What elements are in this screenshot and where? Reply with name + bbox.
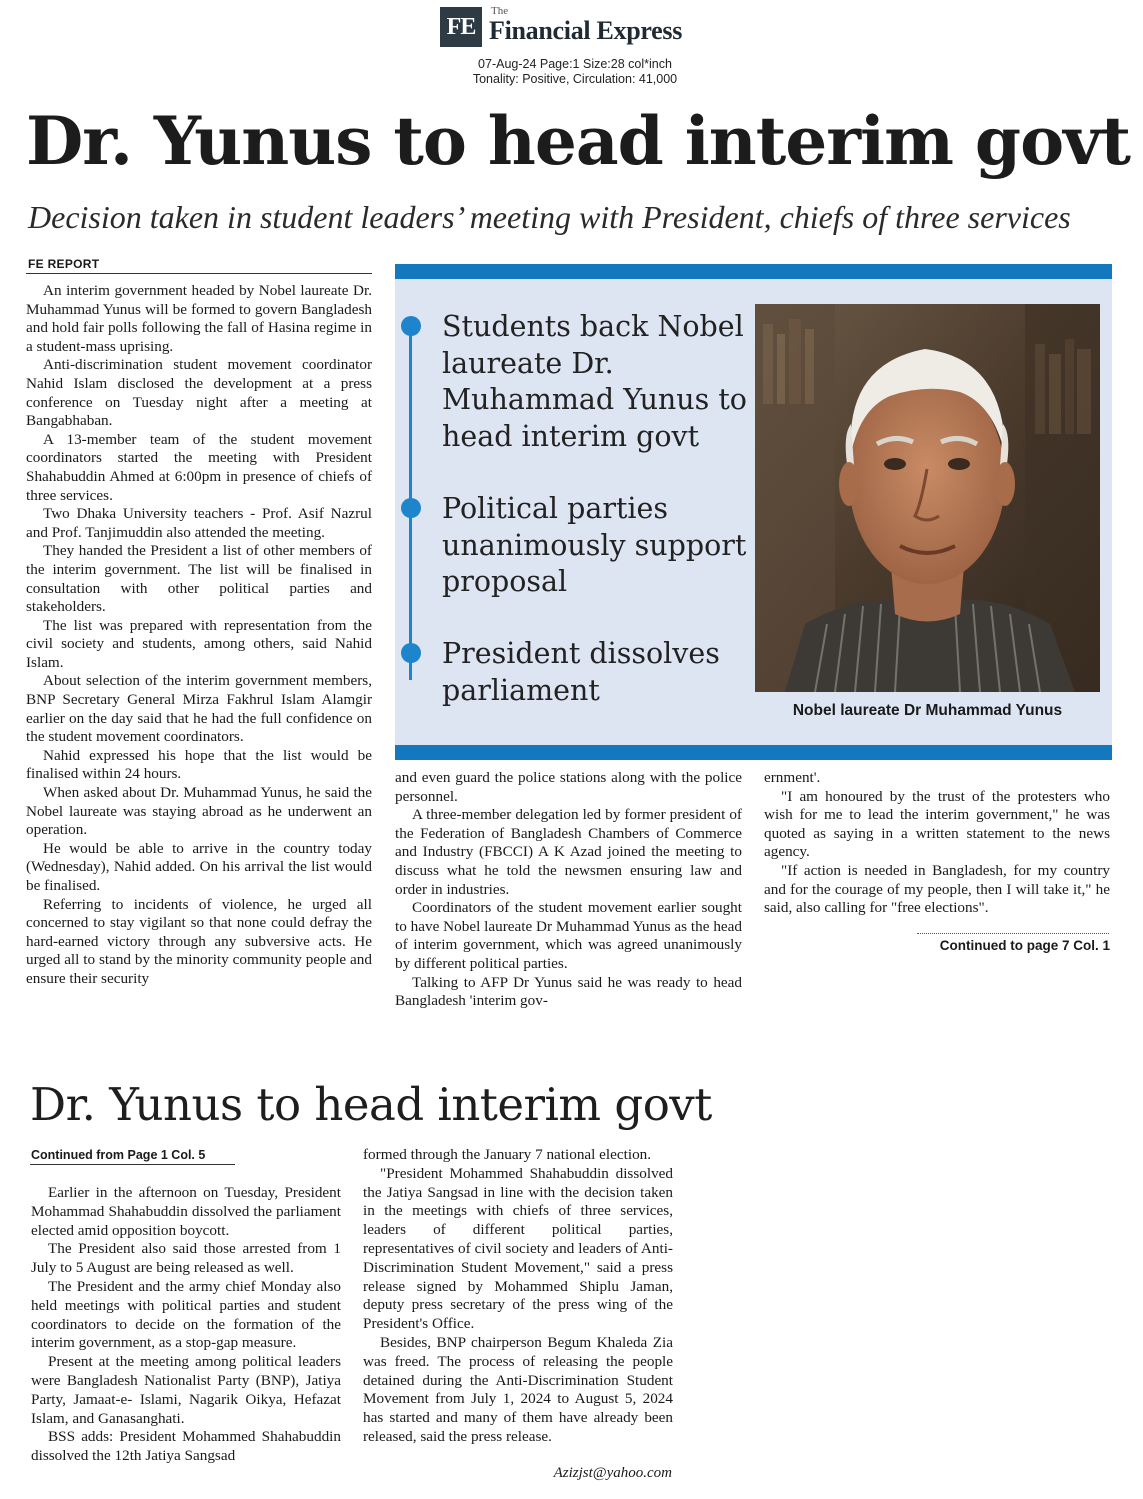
paragraph: and even guard the police stations along with the police personnel.	[395, 769, 742, 805]
paragraph: formed through the January 7 national election.	[363, 1146, 652, 1163]
paragraph: When asked about Dr. Muhammad Yunus, he said the Nobel laureate was staying abroad as he underwent an operation.	[26, 784, 372, 839]
continuation-headline: Dr. Yunus to head interim govt	[30, 1078, 712, 1131]
paragraph: ernment'.	[764, 769, 821, 786]
masthead-the: The	[491, 5, 509, 17]
bullet-dot-icon	[401, 643, 421, 663]
fe-logo: FE	[440, 7, 482, 47]
bullet-dot-icon	[401, 316, 421, 336]
paragraph: BSS adds: President Mohammed Shahabuddin dissolved the 12th Jatiya Sangsad	[31, 1428, 341, 1465]
continued-from-label: Continued from Page 1 Col. 5	[31, 1148, 206, 1162]
continued-rule	[917, 933, 1109, 934]
continued-to-label: Continued to page 7 Col. 1	[939, 938, 1110, 953]
newspaper-name: Financial Express	[489, 16, 683, 45]
article-headline: Dr. Yunus to head interim govt	[26, 102, 1130, 180]
continued-from-rule	[30, 1164, 235, 1165]
paragraph: The President also said those arrested from 1 July to 5 August are being released as well.	[31, 1240, 341, 1277]
paragraph: Nahid expressed his hope that the list would be finalised within 24 hours.	[26, 746, 372, 783]
clipping-meta-line1: 07-Aug-24 Page:1 Size:28 col*inch	[478, 57, 672, 71]
article-byline: FE REPORT	[28, 257, 100, 271]
paragraph: Anti-discrimination student movement coordinator Nahid Islam disclosed the development at a press conference on Tuesday night after a meeting at Bangabhaban.	[26, 356, 372, 430]
paragraph: The President and the army chief Monday also held meetings with political parties and student coordinators to decide on the formation of the interim government, as a stop-gap measure.	[31, 1277, 341, 1352]
highlight-point-3: President dissolves parliament	[442, 637, 720, 707]
bullet-dot-icon	[401, 498, 421, 518]
paragraph: About selection of the interim government members, BNP Secretary General Mirza Fakhrul Islam Alamgir earlier on the day said that he had the full confidence on the student movement coordinators.	[26, 672, 372, 746]
highlight-box-top-bar	[395, 264, 1112, 279]
paragraph: He would be able to arrive in the country today (Wednesday), Nahid added. On his arrival the list would be finalised.	[26, 839, 372, 894]
continuation-column-1	[31, 1184, 341, 1466]
paragraph: "President Mohammed Shahabuddin dissolved the Jatiya Sangsad in line with the decision taken in the meetings with chiefs of three services, leaders of different political parties, representatives of civil society and leaders of Anti-Discrimination Student Movement," said a press release signed by Mohammed Shiplu Jaman, deputy press secretary of the press wing of the President's Office.	[363, 1164, 673, 1333]
paragraph: Earlier in the afternoon on Tuesday, President Mohammad Shahabuddin dissolved the parliament elected amid opposition boycott.	[31, 1184, 341, 1239]
paragraph: Coordinators of the student movement earlier sought to have Nobel laureate Dr Muhammad Yunus as the head of interim government, which was agreed unanimously by different political parties.	[395, 899, 742, 972]
paragraph: The list was prepared with representation from the civil society and students, among others, said Nahid Islam.	[26, 616, 372, 671]
portrait-photo	[755, 304, 1100, 692]
highlight-point-2: Political parties unanimously support proposal	[442, 492, 747, 598]
paragraph: They handed the President a list of other members of the interim government. The list will be finalised in consultation with other political parties and stakeholders.	[26, 542, 372, 616]
continuation-column-2	[363, 1146, 673, 1447]
author-email: Azizjst@yahoo.com	[553, 1465, 672, 1481]
article-column-3	[764, 769, 1110, 918]
paragraph: An interim government headed by Nobel laureate Dr. Muhammad Yunus will be formed to govern Bangladesh and hold fair polls following the fall of Hasina regime in a student-mass uprising.	[26, 282, 372, 355]
portrait-illustration	[755, 304, 1100, 692]
article-subheadline: Decision taken in student leaders’ meeting with President, chiefs of three services	[28, 199, 1071, 235]
paragraph: Referring to incidents of violence, he urged all concerned to stay vigilant so that none could defray the hard-earned victory through any subversive acts. He urged all to stand by the minority community people and ensure their security	[26, 895, 372, 987]
paragraph: Besides, BNP chairperson Begum Khaleda Zia was freed. The process of releasing the people detained during the Anti-Discrimination Student Movement from July 1, 2024 to August 5, 2024 has started and many of them have already been released, said the press release.	[363, 1333, 673, 1445]
paragraph: A 13-member team of the student movement coordinators started the meeting with President Shahabuddin Ahmed at 6:00pm in presence of chiefs of three services.	[26, 430, 372, 504]
photo-caption: Nobel laureate Dr Muhammad Yunus	[792, 702, 1063, 719]
byline-rule	[26, 273, 372, 274]
paragraph: "I am honoured by the trust of the protesters who wish for me to lead the interim government," he was quoted as saying in a written statement to the news agency.	[764, 787, 1110, 861]
paragraph: Two Dhaka University teachers - Prof. Asif Nazrul and Prof. Tanjimuddin also attended the meeting.	[26, 505, 372, 541]
paragraph: A three-member delegation led by former president of the Federation of Bangladesh Chambers of Commerce and Industry (FBCCI) A K Azad joined the meeting to discuss what he told the newsmen ensuring law and order in industries.	[395, 806, 742, 898]
highlight-point-1: Students back Nobel laureate Dr. Muhammad Yunus to head interim govt	[442, 310, 747, 453]
article-column-1	[26, 282, 372, 989]
paragraph: "If action is needed in Bangladesh, for my country and for the courage of my people, then I will take it," he said, also calling for "free elections".	[764, 861, 1110, 917]
paragraph: Talking to AFP Dr Yunus said he was ready to head Bangladesh 'interim gov-	[395, 973, 742, 1010]
article-column-2	[395, 769, 742, 1011]
paragraph: Present at the meeting among political leaders were Bangladesh Nationalist Party (BNP), Jatiya Party, Jamaat-e- Islami, Nagarik Oikya, Hefazat Islam, and Ganasanghati.	[31, 1353, 341, 1427]
highlight-box-bottom-bar	[395, 745, 1112, 760]
clipping-meta-line2: Tonality: Positive, Circulation: 41,000	[472, 72, 678, 86]
